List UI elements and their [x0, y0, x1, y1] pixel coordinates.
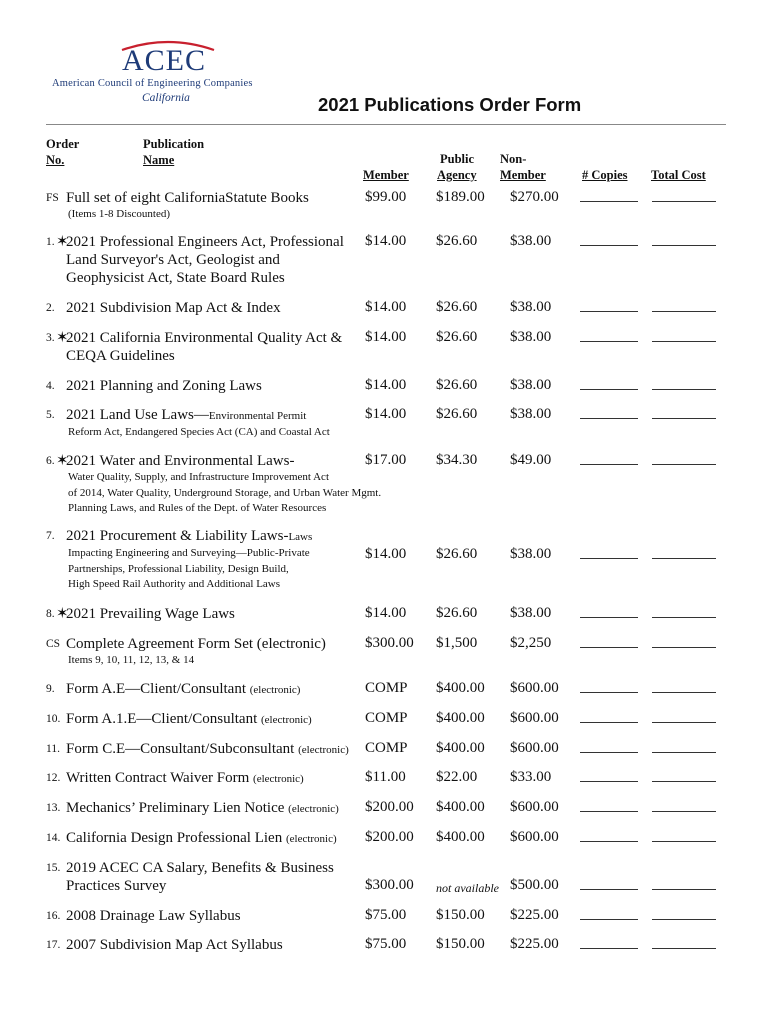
member-price: $14.00	[365, 233, 407, 249]
publication-note: (electronic)	[288, 803, 339, 815]
publication-title: 2019 ACEC CA Salary, Benefits & Business Practices Survey	[66, 860, 334, 894]
publication-title: 2008 Drainage Law Syllabus	[66, 908, 241, 924]
copies-blank	[580, 558, 638, 559]
public-agency-price: $26.60	[436, 605, 478, 621]
non-member-price: $33.00	[510, 769, 552, 785]
public-agency-price: $26.60	[436, 329, 478, 345]
header-agency: Agency	[437, 168, 477, 182]
publication-title: 2021 Procurement & Liability Laws-	[66, 528, 289, 544]
acec-logo	[52, 38, 282, 110]
member-price: COMP	[365, 710, 408, 726]
publication-name	[66, 829, 356, 848]
publication-title: 2021 Water and Environmental Laws-	[66, 453, 295, 469]
public-agency-price: $400.00	[436, 799, 485, 815]
publication-name	[66, 907, 356, 925]
publication-name	[66, 799, 356, 818]
public-agency-price: $34.30	[436, 452, 478, 468]
order-number: 10.	[46, 713, 61, 725]
public-agency-price: $400.00	[436, 829, 485, 845]
logo-full-name: American Council of Engineering Companies	[52, 78, 253, 89]
public-agency-price: $26.60	[436, 546, 478, 562]
publication-name	[66, 605, 356, 623]
copies-blank	[580, 841, 638, 842]
copies-blank	[580, 752, 638, 753]
publication-title: California Design Professional Lien	[66, 830, 286, 846]
public-agency-price: $26.60	[436, 299, 478, 315]
order-number: 6.	[46, 455, 55, 467]
total-cost-blank	[652, 647, 716, 648]
copies-blank	[580, 919, 638, 920]
publication-name	[66, 233, 356, 287]
publication-description: Reform Act, Endangered Species Act (CA) and Coastal Act	[68, 426, 330, 438]
total-cost-blank	[652, 418, 716, 419]
copies-blank	[580, 692, 638, 693]
total-cost-blank	[652, 617, 716, 618]
publication-name	[66, 680, 356, 699]
featured-star-icon: ✶	[56, 234, 69, 250]
public-agency-price: $26.60	[436, 377, 478, 393]
non-member-price: $500.00	[510, 877, 559, 893]
public-agency-price: $189.00	[436, 189, 485, 205]
member-price: $14.00	[365, 299, 407, 315]
copies-blank	[580, 948, 638, 949]
member-price: $14.00	[365, 329, 407, 345]
member-price: $200.00	[365, 829, 414, 845]
copies-blank	[580, 647, 638, 648]
copies-blank	[580, 389, 638, 390]
publication-note: (electronic)	[261, 714, 312, 726]
publication-title: Form A.1.E—Client/Consultant	[66, 711, 262, 727]
non-member-price: $270.00	[510, 189, 559, 205]
publication-note: (electronic)	[249, 684, 301, 696]
non-member-price: $600.00	[510, 740, 559, 756]
member-price: $300.00	[365, 635, 414, 651]
publication-note: Environmental Permit	[208, 410, 307, 422]
member-price: $300.00	[365, 877, 414, 893]
total-cost-blank	[652, 245, 716, 246]
public-agency-price: $400.00	[436, 710, 485, 726]
non-member-price: $2,250	[510, 635, 552, 651]
publication-note: Laws	[288, 531, 313, 543]
public-agency-price: $22.00	[436, 769, 478, 785]
order-number: CS	[46, 638, 61, 650]
header-copies: # Copies	[582, 168, 628, 182]
publication-title: 2007 Subdivision Map Act Syllabus	[66, 937, 283, 953]
publication-name	[66, 527, 356, 546]
publication-title: Full set of eight CaliforniaStatute Books	[66, 190, 309, 206]
publication-name	[66, 452, 356, 470]
header-member: Member	[363, 168, 409, 182]
featured-star-icon: ✶	[56, 330, 69, 346]
total-cost-blank	[652, 341, 716, 342]
copies-blank	[580, 245, 638, 246]
page-title: 2021 Publications Order Form	[318, 94, 582, 115]
publication-description: of 2014, Water Quality, Underground Storage, and Urban Water Mgmt.	[68, 486, 382, 499]
non-member-price: $600.00	[510, 829, 559, 845]
publication-note: (electronic)	[285, 833, 337, 845]
header-publication: Publication	[143, 137, 205, 151]
non-member-price: $600.00	[510, 680, 559, 696]
copies-blank	[580, 311, 638, 312]
member-price: $75.00	[365, 936, 407, 952]
featured-star-icon: ✶	[56, 453, 69, 469]
non-member-price: $38.00	[510, 546, 552, 562]
member-price: $14.00	[365, 406, 407, 422]
publication-name	[66, 769, 356, 788]
order-number: FS	[46, 192, 59, 204]
member-price: $14.00	[365, 605, 407, 621]
total-cost-blank	[652, 841, 716, 842]
publication-description: Impacting Engineering and Surveying—Public-Private	[68, 547, 310, 559]
member-price: $11.00	[365, 769, 406, 785]
publication-description: Water Quality, Supply, and Infrastructure Improvement Act	[68, 471, 329, 483]
publication-name	[66, 710, 356, 729]
non-member-price: $38.00	[510, 406, 552, 422]
publication-name	[66, 377, 356, 395]
publication-title: 2021 Planning and Zoning Laws	[66, 378, 262, 394]
publication-title: Form C.E—Consultant/Subconsultant	[66, 741, 299, 757]
non-member-price: $49.00	[510, 452, 552, 468]
publication-title: 2021 Prevailing Wage Laws	[66, 606, 235, 622]
total-cost-blank	[652, 464, 716, 465]
copies-blank	[580, 722, 638, 723]
total-cost-blank	[652, 889, 716, 890]
publication-title: 2021 Land Use Laws—	[66, 407, 209, 423]
non-member-price: $38.00	[510, 377, 552, 393]
header-nonmember: Member	[500, 168, 546, 182]
publication-name	[66, 936, 356, 954]
public-agency-price: $150.00	[436, 907, 485, 923]
header-name: Name	[143, 153, 175, 167]
title-divider	[46, 124, 726, 125]
copies-blank	[580, 889, 638, 890]
logo-region: California	[142, 92, 190, 104]
publication-note: (electronic)	[298, 744, 349, 756]
public-agency-price: $26.60	[436, 406, 478, 422]
publication-name	[66, 406, 356, 425]
header-public: Public	[440, 152, 475, 166]
header-total-cost: Total Cost	[651, 168, 706, 182]
copies-blank	[580, 811, 638, 812]
publication-note: (electronic)	[253, 773, 304, 785]
order-number: 11.	[46, 743, 60, 755]
non-member-price: $38.00	[510, 605, 552, 621]
order-number: 15.	[46, 862, 61, 874]
publication-name	[66, 635, 356, 653]
non-member-price: $38.00	[510, 233, 552, 249]
publication-description: Items 9, 10, 11, 12, 13, & 14	[68, 654, 195, 666]
member-price: COMP	[365, 740, 408, 756]
order-number: 14.	[46, 832, 61, 844]
publication-description: Planning Laws, and Rules of the Dept. of Water Resources	[68, 502, 327, 514]
publication-description: (Items 1-8 Discounted)	[68, 208, 171, 220]
order-number: 2.	[46, 302, 55, 314]
order-number: 8.	[46, 608, 55, 620]
total-cost-blank	[652, 558, 716, 559]
copies-blank	[580, 464, 638, 465]
total-cost-blank	[652, 781, 716, 782]
header-order: Order	[46, 137, 80, 151]
publication-title: 2021 Professional Engineers Act, Professional Land Surveyor's Act, Geologist and Geophysicist Act, State Board Rules	[66, 234, 344, 286]
total-cost-blank	[652, 722, 716, 723]
publication-name	[66, 740, 366, 759]
publication-description: Partnerships, Professional Liability, Design Build,	[68, 562, 289, 575]
public-agency-price: $400.00	[436, 740, 485, 756]
copies-blank	[580, 201, 638, 202]
copies-blank	[580, 418, 638, 419]
publication-title: Form A.E—Client/Consultant	[66, 681, 250, 697]
public-agency-price: $1,500	[436, 635, 478, 651]
order-number: 1.	[46, 236, 55, 248]
publication-name	[66, 859, 346, 895]
total-cost-blank	[652, 389, 716, 390]
non-member-price: $225.00	[510, 907, 559, 923]
total-cost-blank	[652, 752, 716, 753]
copies-blank	[580, 781, 638, 782]
publication-title: Written Contract Waiver Form	[66, 770, 254, 786]
order-number: 16.	[46, 910, 61, 922]
public-agency-price: $26.60	[436, 233, 478, 249]
publication-title: Complete Agreement Form Set (electronic)	[66, 636, 326, 652]
order-number: 3.	[46, 332, 55, 344]
non-member-price: $38.00	[510, 299, 552, 315]
non-member-price: $225.00	[510, 936, 559, 952]
copies-blank	[580, 617, 638, 618]
public-agency-price: $400.00	[436, 680, 485, 696]
total-cost-blank	[652, 811, 716, 812]
publication-title: 2021 Subdivision Map Act & Index	[66, 300, 281, 316]
header-non: Non-	[500, 152, 527, 166]
member-price: $75.00	[365, 907, 407, 923]
order-number: 9.	[46, 683, 55, 695]
publication-title: 2021 California Environmental Quality Act & CEQA Guidelines	[66, 330, 343, 364]
member-price: COMP	[365, 680, 408, 696]
publication-title: Mechanics’ Preliminary Lien Notice	[66, 800, 289, 816]
non-member-price: $38.00	[510, 329, 552, 345]
public-agency-price: $150.00	[436, 936, 485, 952]
copies-blank	[580, 341, 638, 342]
featured-star-icon: ✶	[56, 606, 69, 622]
non-member-price: $600.00	[510, 799, 559, 815]
publication-name	[66, 329, 356, 365]
member-price: $17.00	[365, 452, 407, 468]
total-cost-blank	[652, 948, 716, 949]
order-number: 13.	[46, 802, 61, 814]
order-number: 17.	[46, 939, 61, 951]
order-number: 12.	[46, 772, 61, 784]
total-cost-blank	[652, 692, 716, 693]
order-number: 7.	[46, 530, 55, 542]
order-number: 4.	[46, 380, 55, 392]
member-price: $200.00	[365, 799, 414, 815]
publication-name	[66, 299, 356, 317]
public-agency-price: not available	[436, 881, 499, 895]
publication-name	[66, 189, 336, 207]
member-price: $99.00	[365, 189, 407, 205]
member-price: $14.00	[365, 377, 407, 393]
header-no: No.	[46, 153, 65, 167]
total-cost-blank	[652, 919, 716, 920]
order-number: 5.	[46, 409, 55, 421]
publication-description: High Speed Rail Authority and Additional Laws	[68, 578, 281, 590]
non-member-price: $600.00	[510, 710, 559, 726]
member-price: $14.00	[365, 546, 407, 562]
total-cost-blank	[652, 201, 716, 202]
logo-acronym: ACEC	[122, 44, 207, 77]
total-cost-blank	[652, 311, 716, 312]
